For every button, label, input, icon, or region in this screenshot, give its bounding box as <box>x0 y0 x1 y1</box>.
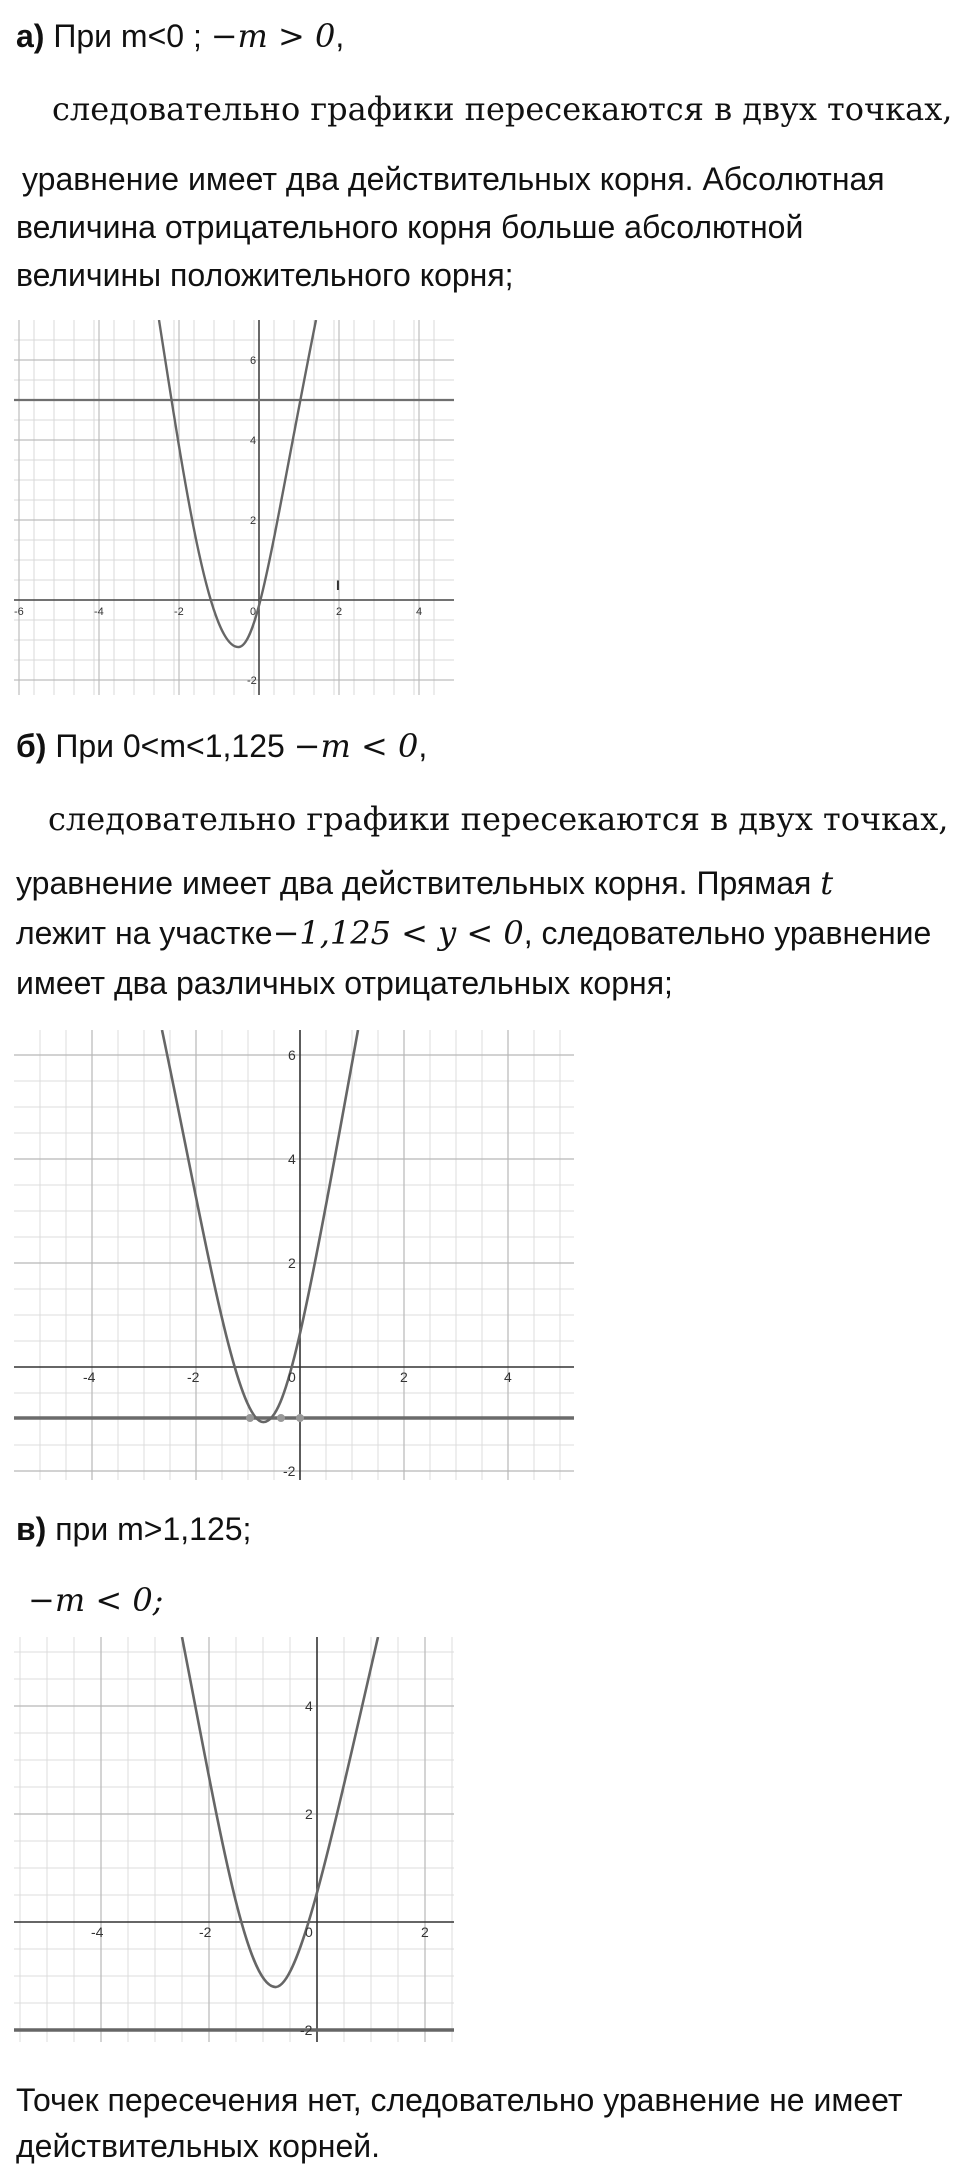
section-b-line2-math: t <box>820 864 834 902</box>
graph-a-xtick: 0 <box>250 606 257 618</box>
graph-a-ytick: -2 <box>247 675 257 687</box>
graph-a-grid <box>14 320 454 695</box>
section-b-line3-math: −1,125 < y < 0 <box>272 914 524 952</box>
graph-b-intersection-point <box>296 1414 304 1422</box>
graph-a-xtick: -2 <box>174 606 184 618</box>
section-a-line3: величина отрицательного корня больше абсолютной <box>16 209 804 245</box>
graph-c-xtick: 0 <box>305 1924 313 1940</box>
graph-c-ytick: 2 <box>305 1806 313 1822</box>
section-c-header <box>16 1505 251 1553</box>
section-c-label: в) <box>16 1511 47 1547</box>
graph-c-xtick: -2 <box>199 1924 212 1940</box>
section-a-header <box>16 12 344 60</box>
section-b-math: −m < 0 <box>293 727 419 765</box>
graph-c-ytick: 4 <box>305 1698 313 1714</box>
graph-b-xtick: -2 <box>187 1369 200 1385</box>
section-b-line1: следовательно графики пересекаются в двух точках, <box>48 800 949 838</box>
graph-b-intersection-point <box>277 1414 285 1422</box>
graph-b-xtick: 0 <box>288 1369 296 1385</box>
section-b-line3-text: лежит на участке <box>16 915 273 951</box>
graph-a-ytick: 4 <box>250 435 257 447</box>
graph-b-ytick: 6 <box>288 1047 296 1063</box>
graph-a-cursor-mark: I <box>336 577 340 593</box>
section-b-condition: При 0<m<1,125 <box>55 728 285 764</box>
section-a-tail: , <box>335 18 345 54</box>
section-b-line2 <box>16 859 833 907</box>
graph-c <box>14 1637 454 2049</box>
section-a-line2: уравнение имеет два действительных корня. Абсолютная <box>22 161 885 197</box>
graph-b-xtick: -4 <box>83 1369 96 1385</box>
graph-b <box>14 1030 574 1485</box>
graph-a-parabola <box>159 320 316 647</box>
section-c-condition: при m>1,125; <box>55 1511 252 1547</box>
section-a-label: а) <box>16 18 45 54</box>
graph-c-ytick: -2 <box>300 2022 313 2038</box>
graph-c-xtick: -4 <box>91 1924 104 1940</box>
section-b-label: б) <box>16 728 47 764</box>
graph-a-xtick: -6 <box>14 606 24 618</box>
graph-c-grid <box>14 1637 454 2042</box>
section-b-line3-post: , следовательно уравнение <box>523 915 932 951</box>
graph-b-ytick: 2 <box>288 1255 296 1271</box>
graph-b-xtick: 4 <box>504 1369 512 1385</box>
section-b-line3 <box>16 909 931 957</box>
graph-a-xtick: 4 <box>416 606 423 618</box>
section-b-line2-text: уравнение имеет два действительных корня. Прямая <box>16 865 821 901</box>
graph-a <box>14 320 454 700</box>
graph-b-ytick: 4 <box>288 1151 296 1167</box>
graph-a-xtick: -4 <box>94 606 104 618</box>
section-a-condition: При m<0 ; <box>53 18 202 54</box>
conclusion-line2: действительных корней. <box>16 2128 380 2164</box>
section-a-math: −m > 0 <box>210 17 336 55</box>
graph-b-parabola <box>162 1030 358 1422</box>
graph-c-major-grid <box>14 1637 454 2042</box>
section-a-line1: следовательно графики пересекаются в двух точках, <box>52 90 953 128</box>
section-a-line4: величины положительного корня; <box>16 257 514 293</box>
graph-b-intersection-point <box>246 1414 254 1422</box>
section-b-header <box>16 722 427 770</box>
section-b-line4: имеет два различных отрицательных корня; <box>16 965 673 1001</box>
section-b-tail: , <box>418 728 428 764</box>
graph-a-ytick: 6 <box>250 355 257 367</box>
section-c-math: −m < 0; <box>28 1581 164 1619</box>
graph-a-ytick: 2 <box>250 515 257 527</box>
graph-a-xtick: 2 <box>336 606 343 618</box>
graph-b-ytick: -2 <box>283 1463 296 1479</box>
graph-b-xtick: 2 <box>400 1369 408 1385</box>
conclusion-line1: Точек пересечения нет, следовательно уравнение не имеет <box>16 2082 903 2118</box>
graph-c-xtick: 2 <box>421 1924 429 1940</box>
